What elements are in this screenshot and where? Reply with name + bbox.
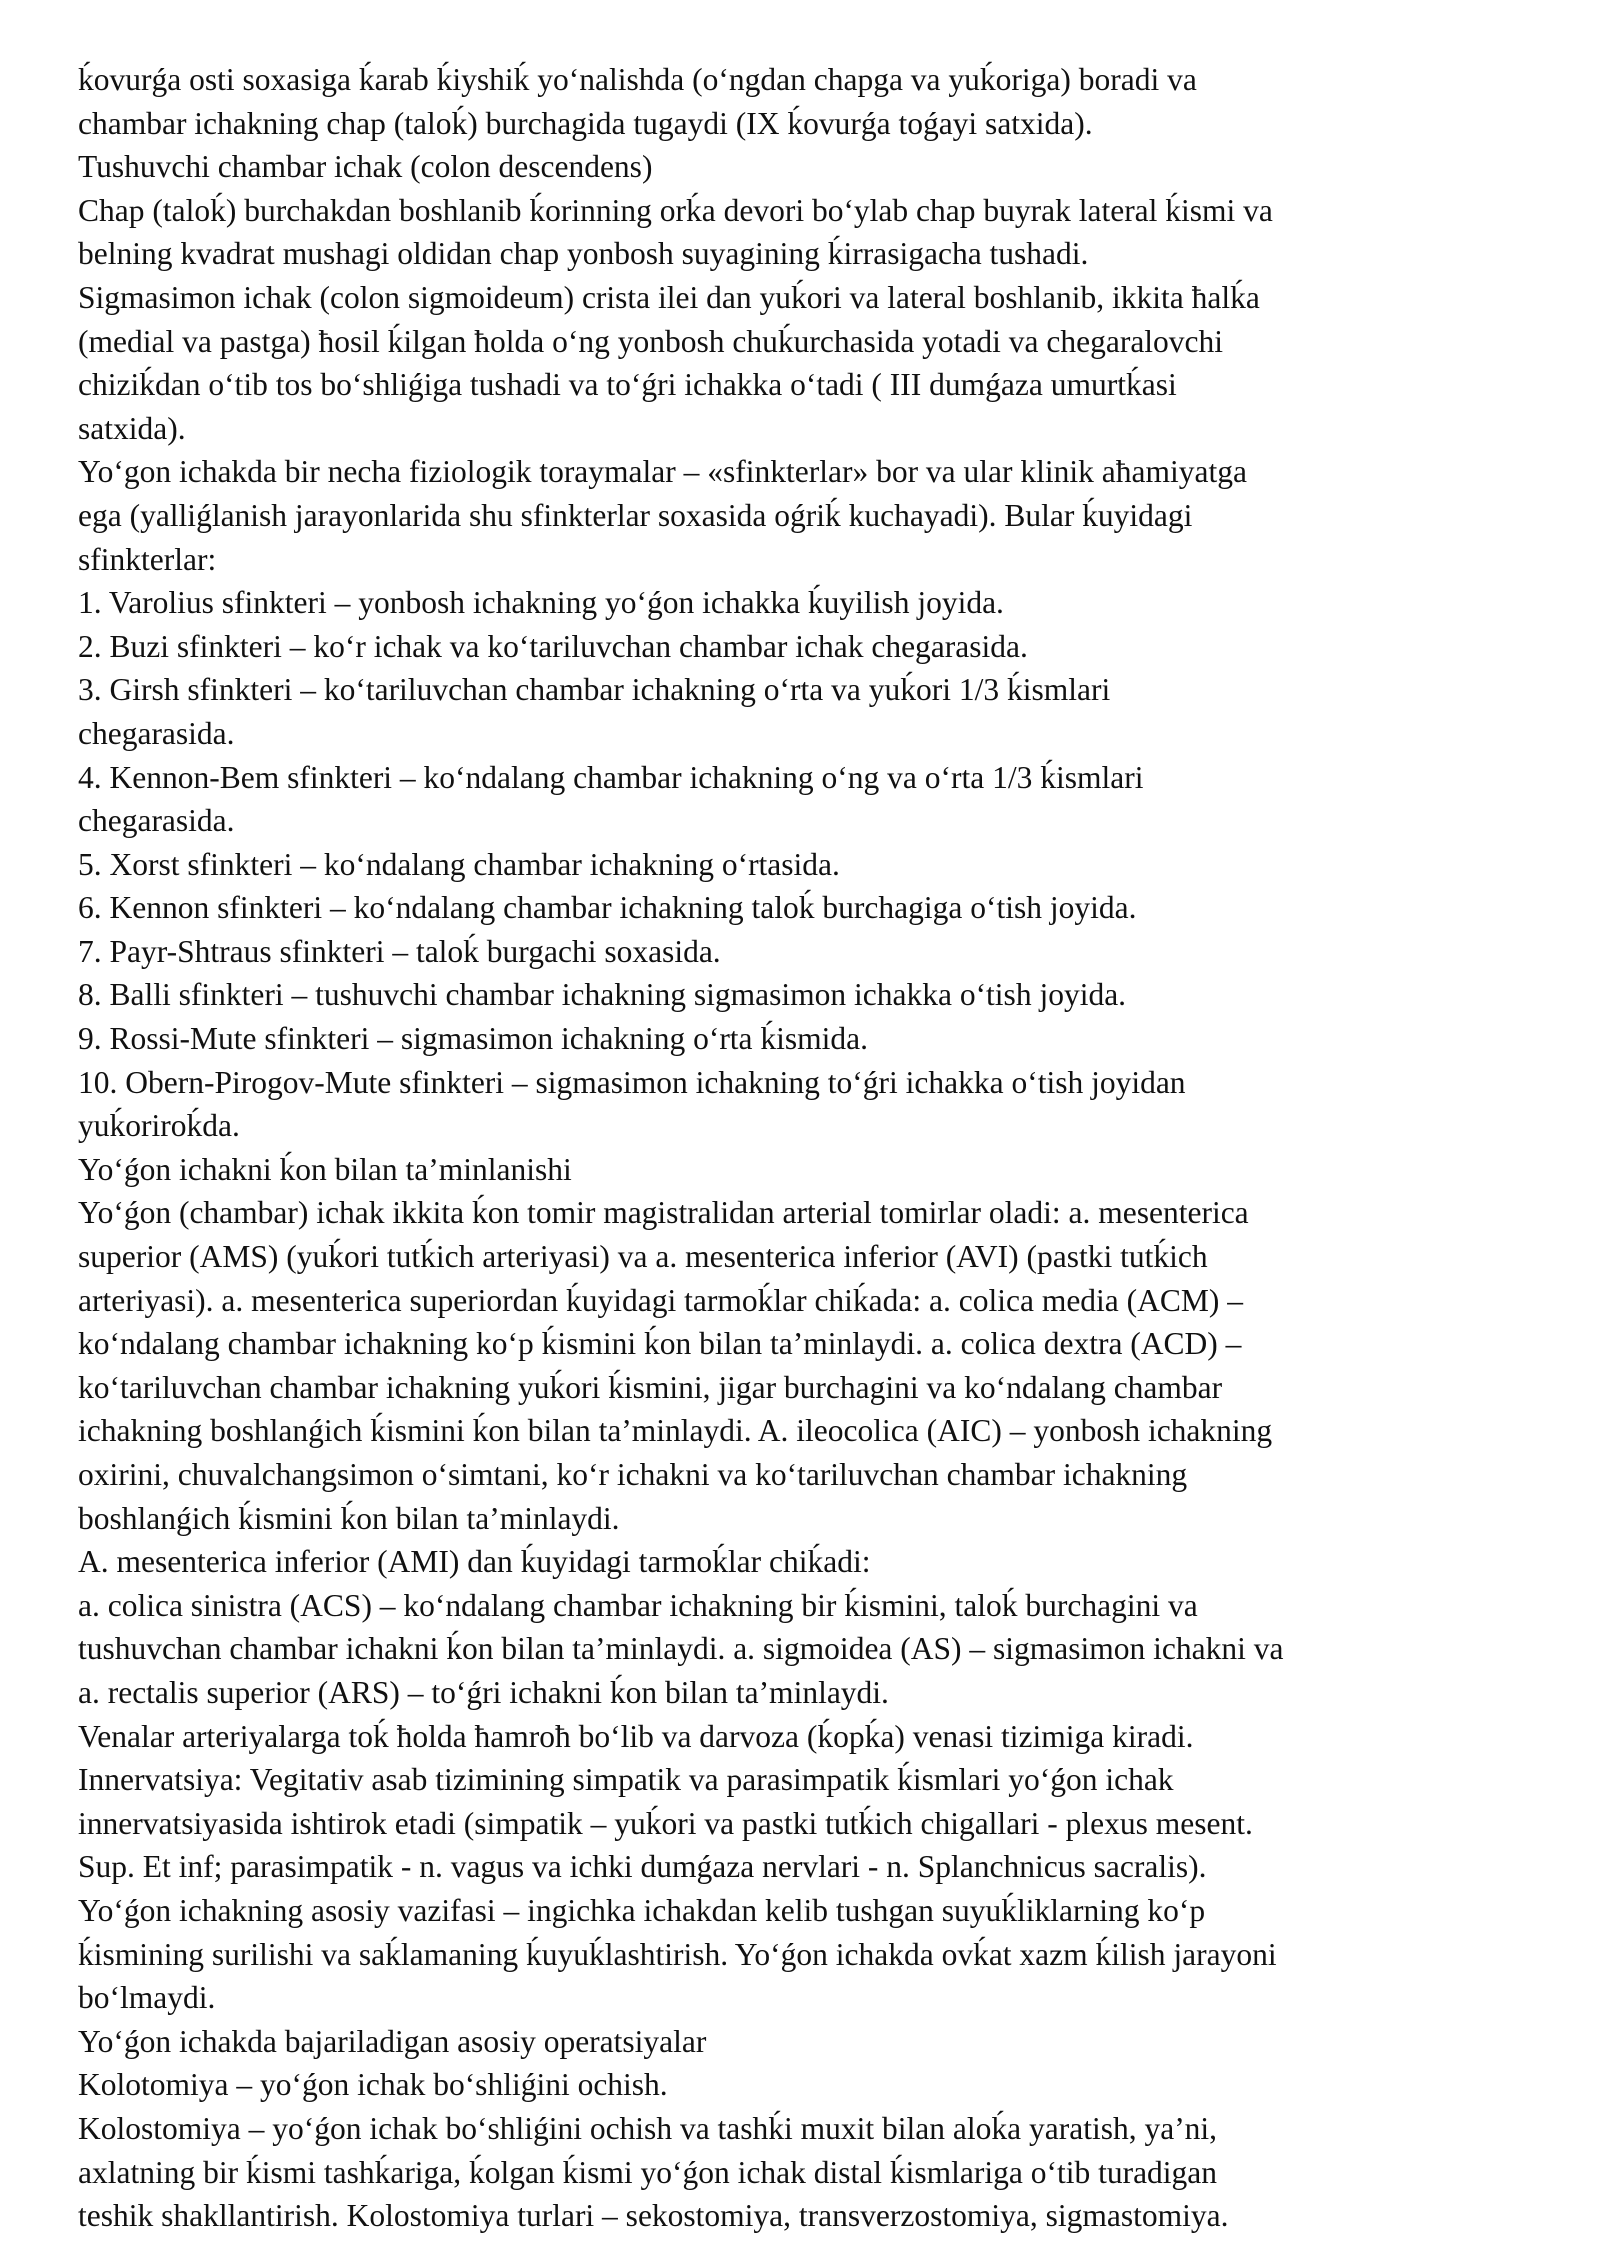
list-item: yuḱoriroḱda.: [78, 1108, 240, 1144]
list-item: 4. Kennon-Bem sfinkteri – ko‘ndalang chambar ichakning o‘ng va o‘rta 1/3 ḱismlari: [78, 759, 1144, 795]
list-item: 5. Xorst sfinkteri – ko‘ndalang chambar ichakning o‘rtasida.: [78, 846, 840, 882]
text-line: bo‘lmaydi.: [78, 1980, 216, 2016]
list-item: 9. Rossi-Mute sfinkteri – sigmasimon ichakning o‘rta ḱismida.: [78, 1021, 869, 1057]
text-line: Sigmasimon ichak (colon sigmoideum) crista ilei dan yuḱori va lateral boshlanib, ikkita ħalḱa: [78, 279, 1260, 315]
text-line: ḱovurǵa osti soxasiga ḱarab ḱiyshiḱ yo‘nalishda (o‘ngdan chapga va yuḱoriga) boradi va: [78, 62, 1197, 97]
text-line: Yo‘ǵon (chambar) ichak ikkita ḱon tomir magistralidan arterial tomirlar oladi: a. mesenterica: [78, 1195, 1249, 1231]
text-line: ichakning boshlanǵich ḱismini ḱon bilan ta’minlaydi. A. ileocolica (AIC) – yonbosh ichakning: [78, 1413, 1273, 1449]
text-line: Yo‘gon ichakda bir necha fiziologik toraymalar – «sfinkterlar» bor va ular klinik aħamiyatga: [78, 454, 1247, 490]
text-line: ega (yalliǵlanish jarayonlarida shu sfinkterlar soxasida oǵriḱ kuchayadi). Bular ḱuyidagi: [78, 497, 1193, 533]
text-line: Kolotomiya – yo‘ǵon ichak bo‘shliǵini ochish.: [78, 2067, 668, 2103]
text-line: teshik shakllantirish. Kolostomiya turlari – sekostomiya, transverzostomiya, sigmastomiya.: [78, 2198, 1229, 2234]
text-line: axlatning bir ḱismi tashḱariga, ḱolgan ḱismi yo‘ǵon ichak distal ḱismlariga o‘tib turadigan: [78, 2154, 1218, 2190]
section-heading: Tushuvchi chambar ichak (colon descendens): [78, 149, 653, 185]
text-line: Innervatsiya: Vegitativ asab tizimining simpatik va parasimpatik ḱismlari yo‘ǵon ichak: [78, 1762, 1174, 1798]
list-item: 1. Varolius sfinkteri – yonbosh ichakning yo‘ǵon ichakka ḱuyilish joyida.: [78, 585, 1004, 621]
text-line: boshlanǵich ḱismini ḱon bilan ta’minlaydi.: [78, 1500, 620, 1536]
text-line: sfinkterlar:: [78, 541, 217, 577]
list-item: chegarasida.: [78, 803, 235, 839]
text-line: innervatsiyasida ishtirok etadi (simpatik – yuḱori va pastki tutḱich chigallari - plexus mesent.: [78, 1805, 1253, 1841]
text-line: chiziḱdan o‘tib tos bo‘shliǵiga tushadi va to‘ǵri ichakka o‘tadi ( III dumǵaza umurtḱasi: [78, 367, 1177, 403]
text-line: (medial va pastga) ħosil ḱilgan ħolda o‘ng yonbosh chuḱurchasida yotadi va chegaralovchi: [78, 323, 1224, 359]
list-item: 3. Girsh sfinkteri – ko‘tariluvchan chambar ichakning o‘rta va yuḱori 1/3 ḱismlari: [78, 672, 1111, 708]
text-line: Yo‘ǵon ichakning asosiy vazifasi – ingichka ichakdan kelib tushgan suyuḱliklarning ko‘p: [78, 1892, 1206, 1928]
text-line: satxida).: [78, 410, 186, 446]
text-line: ko‘tariluvchan chambar ichakning yuḱori ḱismini, jigar burchagini va ko‘ndalang chambar: [78, 1369, 1223, 1405]
list-item: 10. Obern-Pirogov-Mute sfinkteri – sigmasimon ichakning to‘ǵri ichakka o‘tish joyidan: [78, 1064, 1186, 1100]
text-line: oxirini, chuvalchangsimon o‘simtani, ko‘r ichakni va ko‘tariluvchan chambar ichakning: [78, 1457, 1188, 1492]
text-line: Kolostomiya – yo‘ǵon ichak bo‘shliǵini ochish va tashḱi muxit bilan aloḱa yaratish, ya’ni,: [78, 2110, 1218, 2146]
text-line: arteriyasi). a. mesenterica superiordan ḱuyidagi tarmoḱlar chiḱada: a. colica media (ACM) –: [78, 1282, 1244, 1318]
text-line: Sup. Et inf; parasimpatik - n. vagus va ichki dumǵaza nervlari - n. Splanchnicus sacralis).: [78, 1849, 1207, 1885]
text-line: belning kvadrat mushagi oldidan chap yonbosh suyagining ḱirrasigacha tushadi.: [78, 236, 1089, 272]
list-item: 8. Balli sfinkteri – tushuvchi chambar ichakning sigmasimon ichakka o‘tish joyida.: [78, 977, 1127, 1013]
list-item: 6. Kennon sfinkteri – ko‘ndalang chambar ichakning taloḱ burchagiga o‘tish joyida.: [78, 890, 1137, 926]
list-item: chegarasida.: [78, 715, 235, 751]
text-line: tushuvchan chambar ichakni ḱon bilan ta’minlaydi. a. sigmoidea (AS) – sigmasimon ichakni va: [78, 1631, 1284, 1667]
document-page: [78, 58, 1548, 2238]
text-line: a. rectalis superior (ARS) – to‘ǵri ichakni ḱon bilan ta’minlaydi.: [78, 1674, 889, 1710]
text-line: superior (AMS) (yuḱori tutḱich arteriyasi) va a. mesenterica inferior (AVI) (pastki tutḱich: [78, 1239, 1208, 1275]
list-item: 2. Buzi sfinkteri – ko‘r ichak va ko‘tariluvchan chambar ichak chegarasida.: [78, 628, 1028, 664]
text-line: Chap (taloḱ) burchakdan boshlanib ḱorinning orḱa devori bo‘ylab chap buyrak lateral ḱismi va: [78, 192, 1273, 228]
text-line: ko‘ndalang chambar ichakning ko‘p ḱismini ḱon bilan ta’minlaydi. a. colica dextra (ACD) –: [78, 1326, 1242, 1362]
text-line: chambar ichakning chap (taloḱ) burchagida tugaydi (IX ḱovurǵa toǵayi satxida).: [78, 105, 1093, 141]
section-heading: Yo‘ǵon ichakda bajariladigan asosiy operatsiyalar: [78, 2023, 707, 2059]
text-line: A. mesenterica inferior (AMI) dan ḱuyidagi tarmoḱlar chiḱadi:: [78, 1544, 871, 1580]
text-line: ḱismining surilishi va saḱlamaning ḱuyuḱlashtirish. Yo‘ǵon ichakda ovḱat xazm ḱilish jarayoni: [78, 1936, 1277, 1972]
text-line: Venalar arteriyalarga toḱ ħolda ħamroħ bo‘lib va darvoza (ḱopḱa) venasi tizimiga kiradi.: [78, 1718, 1194, 1754]
text-line: a. colica sinistra (ACS) – ko‘ndalang chambar ichakning bir ḱismini, taloḱ burchagini va: [78, 1587, 1198, 1623]
section-heading: Yo‘ǵon ichakni ḱon bilan ta’minlanishi: [78, 1151, 572, 1187]
list-item: 7. Payr-Shtraus sfinkteri – taloḱ burgachi soxasida.: [78, 933, 721, 969]
